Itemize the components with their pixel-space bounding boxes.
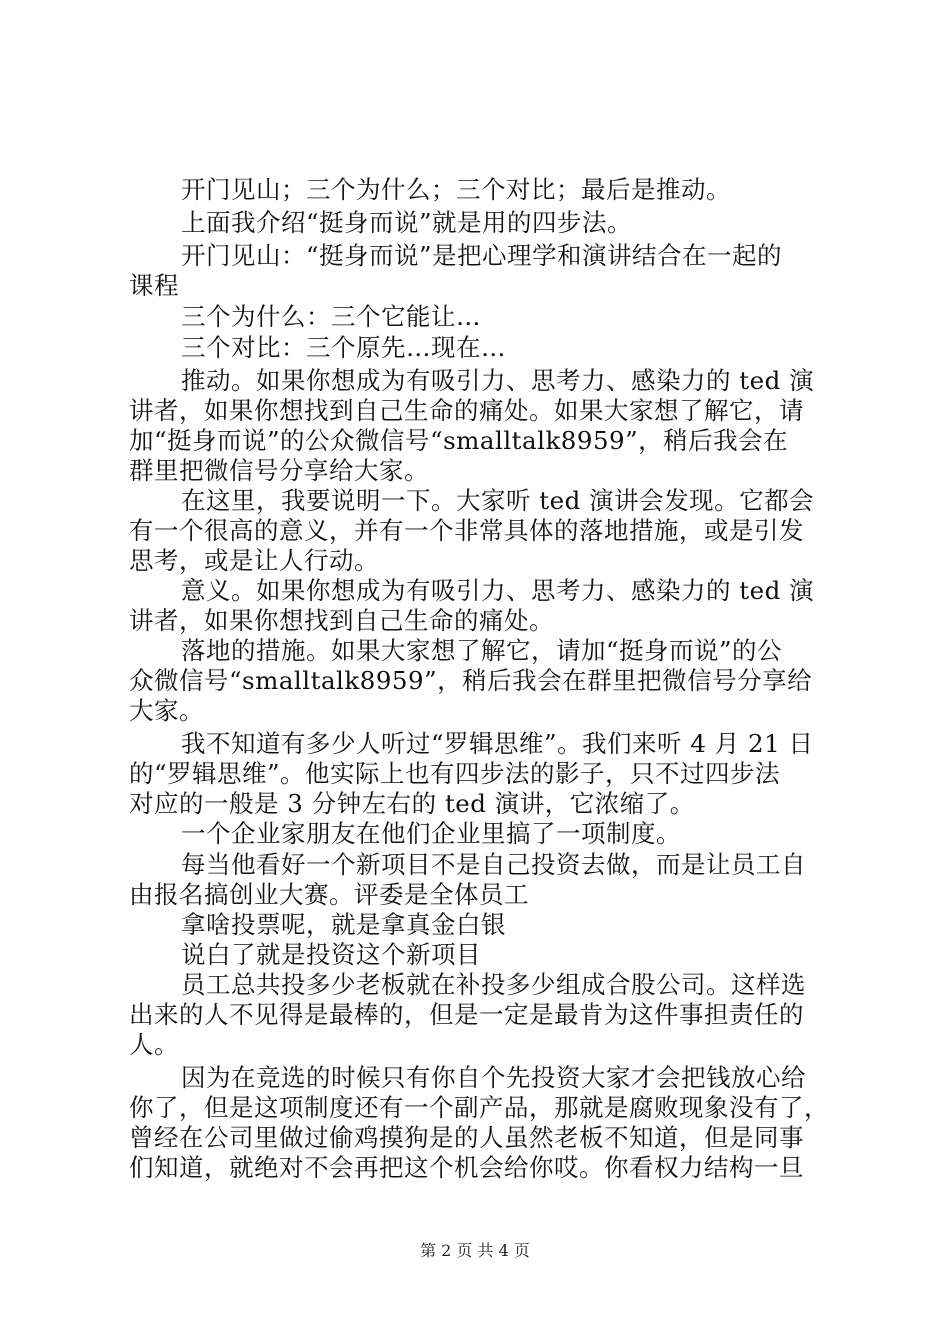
paragraph-line: 讲者，如果你想找到自己生命的痛处。如果大家想了解它，请 [129,396,804,425]
paragraph-line: 对应的一般是 3 分钟左右的 ted 演讲，它浓缩了。 [129,789,695,818]
paragraph-line: 一个企业家朋友在他们企业里搞了一项制度。 [181,819,681,848]
paragraph-line: 加“挺身而说”的公众微信号“smalltalk8959”，稍后我会在 [129,426,789,455]
paragraph-line: 三个对比：三个原先…现在… [181,333,506,362]
paragraph-line: 讲者，如果你想找到自己生命的痛处。 [129,606,554,635]
paragraph-line: 有一个很高的意义，并有一个非常具体的落地措施，或是引发 [129,516,804,545]
paragraph-line: 因为在竞选的时候只有你自个先投资大家才会把钱放心给 [181,1063,806,1092]
paragraph-line: 思考，或是让人行动。 [129,546,379,575]
paragraph-line: 群里把微信号分享给大家。 [129,456,429,485]
paragraph-line: 落地的措施。如果大家想了解它，请加“挺身而说”的公 [181,636,783,665]
paragraph-line: 大家。 [129,696,204,725]
paragraph-line: 曾经在公司里做过偷鸡摸狗是的人虽然老板不知道，但是同事 [129,1123,804,1152]
paragraph-line: 说白了就是投资这个新项目 [181,940,481,969]
paragraph-line: 课程 [129,271,179,300]
paragraph-line: 你了，但是这项制度还有一个副产品，那就是腐败现象没有了， [129,1093,829,1122]
paragraph-line: 上面我介绍“挺身而说”就是用的四步法。 [181,208,633,237]
paragraph-line: 出来的人不见得是最棒的，但是一定是最肯为这件事担责任的 [129,1000,804,1029]
paragraph-line: 的“罗辑思维”。他实际上也有四步法的影子，只不过四步法 [129,759,781,788]
paragraph-line: 我不知道有多少人听过“罗辑思维”。我们来听 4 月 21 日 [181,729,814,758]
paragraph-line: 意义。如果你想成为有吸引力、思考力、感染力的 ted 演 [181,576,815,605]
paragraph-line: 推动。如果你想成为有吸引力、思考力、感染力的 ted 演 [181,366,815,395]
paragraph-line: 在这里，我要说明一下。大家听 ted 演讲会发现。它都会 [181,486,815,515]
paragraph-line: 每当他看好一个新项目不是自己投资去做，而是让员工自 [181,850,806,879]
paragraph-line: 们知道，就绝对不会再把这个机会给你哎。你看权力结构一旦 [129,1153,804,1182]
paragraph-line: 人。 [129,1030,179,1059]
paragraph-line: 开门见山；三个为什么；三个对比；最后是推动。 [181,175,731,204]
paragraph-line: 开门见山：“挺身而说”是把心理学和演讲结合在一起的 [181,241,783,270]
paragraph-line: 众微信号“smalltalk8959”，稍后我会在群里把微信号分享给 [129,666,813,695]
paragraph-line: 三个为什么：三个它能让… [181,302,481,331]
paragraph-line: 拿啥投票呢，就是拿真金白银 [181,910,506,939]
page-number-footer: 第 2 页 共 4 页 [420,1241,530,1260]
paragraph-line: 员工总共投多少老板就在补投多少组成合股公司。这样选 [181,970,806,999]
paragraph-line: 由报名搞创业大赛。评委是全体员工 [129,880,529,909]
